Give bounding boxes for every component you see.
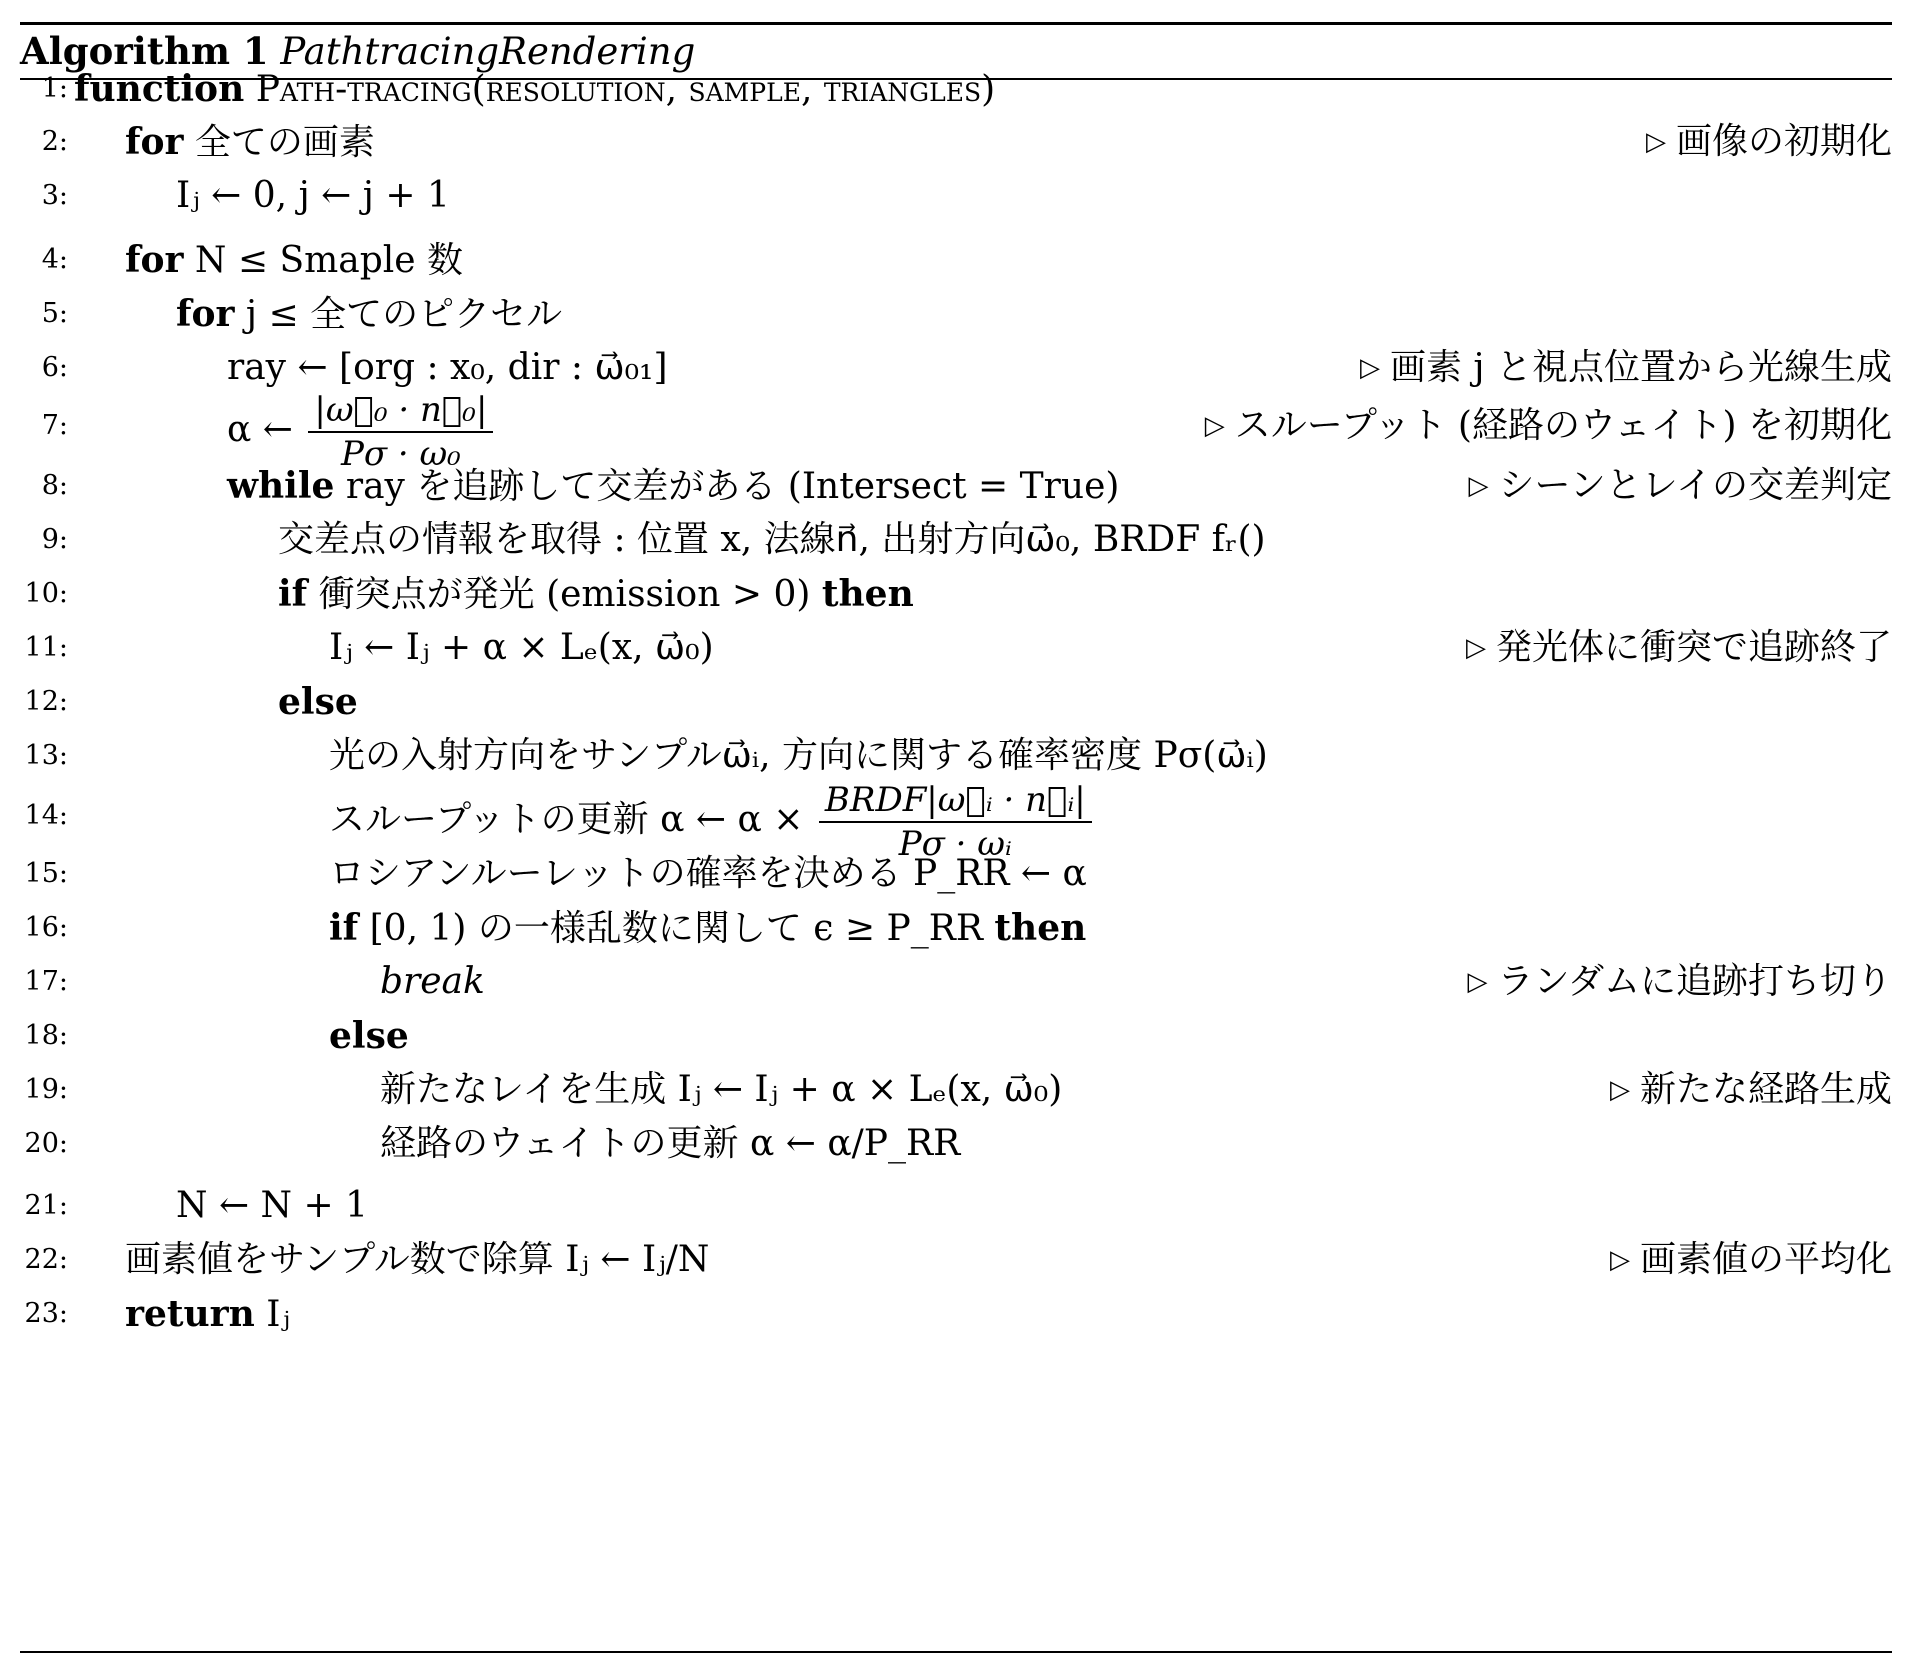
statement-text: [0, 1) の一様乱数に関して ϵ ≥ P_RR bbox=[369, 908, 983, 949]
bottom-rule bbox=[20, 1651, 1892, 1653]
top-rule bbox=[20, 22, 1892, 25]
line-number: 9: bbox=[41, 524, 68, 555]
comment-triangle-icon: ▷ bbox=[1204, 411, 1225, 441]
algorithm-line bbox=[20, 390, 1892, 474]
statement-text: Iⱼ ← Iⱼ + α × Lₑ(x, ω⃗₀) bbox=[329, 627, 714, 668]
line-code bbox=[380, 1111, 960, 1177]
algorithm-line bbox=[20, 1281, 1892, 1347]
statement-text: Iⱼ bbox=[266, 1294, 291, 1335]
statement-text: 光の入射方向をサンプルω⃗ᵢ, 方向に関する確率密度 Pσ(ω⃗ᵢ) bbox=[329, 735, 1268, 776]
algorithm-line bbox=[20, 335, 1892, 401]
line-number: 11: bbox=[24, 632, 68, 663]
statement-text: α ← bbox=[227, 409, 293, 450]
line-number: 21: bbox=[24, 1190, 68, 1221]
statement-text: N ≤ Smaple 数 bbox=[194, 240, 464, 281]
statement-text: N ← N + 1 bbox=[176, 1185, 369, 1226]
comment-triangle-icon: ▷ bbox=[1359, 353, 1380, 383]
keyword: for bbox=[125, 239, 184, 281]
keyword: if bbox=[329, 907, 359, 949]
statement-text: 全ての画素 bbox=[194, 122, 375, 163]
line-number: 18: bbox=[24, 1020, 68, 1051]
line-number: 7: bbox=[41, 410, 68, 441]
algorithm-label: Algorithm 1 bbox=[20, 29, 269, 73]
line-code bbox=[125, 1281, 290, 1348]
line-comment bbox=[1360, 335, 1892, 401]
comment-triangle-icon: ▷ bbox=[1609, 1245, 1630, 1275]
line-number: 2: bbox=[41, 126, 68, 157]
fraction-numerator: BRDF|ω⃗ᵢ · n⃗ᵢ| bbox=[819, 783, 1092, 823]
keyword: then bbox=[821, 573, 914, 615]
keyword: for bbox=[125, 121, 184, 163]
line-number: 15: bbox=[24, 858, 68, 889]
line-code bbox=[329, 723, 1268, 789]
statement-text: Path-tracing(resolution, sample, triangles) bbox=[255, 69, 996, 110]
keyword: if bbox=[278, 573, 308, 615]
comment-text: 画像の初期化 bbox=[1675, 121, 1892, 162]
line-number: 16: bbox=[24, 912, 68, 943]
line-number: 14: bbox=[24, 800, 68, 831]
line-number: 4: bbox=[41, 244, 68, 275]
algorithm-name: PathtracingRendering bbox=[280, 30, 696, 73]
line-code bbox=[176, 163, 450, 229]
line-number: 17: bbox=[24, 966, 68, 997]
statement-text: ロシアンルーレットの確率を決める P_RR ← α bbox=[329, 853, 1087, 894]
statement-text: 新たなレイを生成 Iⱼ ← Iⱼ + α × Lₑ(x, ω⃗₀) bbox=[380, 1069, 1063, 1110]
statement-text: 交差点の情報を取得 : 位置 x, 法線n⃗, 出射方向ω⃗₀, BRDF fᵣ() bbox=[278, 519, 1266, 560]
algorithm-line bbox=[20, 1111, 1892, 1177]
line-number: 5: bbox=[41, 298, 68, 329]
line-comment bbox=[1205, 393, 1892, 459]
fraction-denominator: Pσ · ω₀ bbox=[340, 434, 461, 474]
comment-text: ランダムに追跡打ち切り bbox=[1497, 961, 1892, 1002]
comment-triangle-icon: ▷ bbox=[1467, 967, 1488, 997]
line-number: 8: bbox=[41, 470, 68, 501]
fraction-denominator: Pσ · ωᵢ bbox=[898, 824, 1012, 864]
fraction-numerator: |ω⃗₀ · n⃗₀| bbox=[308, 393, 493, 433]
comment-triangle-icon: ▷ bbox=[1609, 1075, 1630, 1105]
algorithm-block bbox=[20, 22, 1892, 1652]
keyword: return bbox=[125, 1293, 255, 1335]
line-number: 1: bbox=[41, 73, 68, 104]
comment-text: シーンとレイの交差判定 bbox=[1498, 465, 1892, 506]
keyword: else bbox=[278, 681, 358, 723]
line-number: 12: bbox=[24, 686, 68, 717]
statement-text: break bbox=[380, 961, 485, 1002]
statement-text: 画素値をサンプル数で除算 Iⱼ ← Iⱼ/N bbox=[125, 1239, 710, 1280]
comment-text: 新たな経路生成 bbox=[1639, 1069, 1892, 1110]
comment-triangle-icon: ▷ bbox=[1468, 471, 1489, 501]
statement-text: 衝突点が発光 (emission > 0) bbox=[318, 574, 811, 615]
line-number: 23: bbox=[24, 1298, 68, 1329]
statement-text: 経路のウェイトの更新 α ← α/P_RR bbox=[380, 1123, 961, 1164]
line-number: 22: bbox=[24, 1244, 68, 1275]
statement-text: スループットの更新 α ← α × bbox=[329, 799, 804, 840]
line-number: 3: bbox=[41, 180, 68, 211]
statement-text: ray を追跡して交差がある (Intersect = True) bbox=[345, 466, 1120, 507]
line-number: 20: bbox=[24, 1128, 68, 1159]
algorithm-line bbox=[20, 163, 1892, 229]
keyword: for bbox=[176, 293, 235, 335]
keyword: then bbox=[994, 907, 1087, 949]
algorithm-line bbox=[20, 780, 1892, 864]
statement-text: ray ← [org : x₀, dir : ω⃗₀₁] bbox=[227, 347, 668, 388]
line-number: 6: bbox=[41, 352, 68, 383]
comment-text: 発光体に衝突で追跡終了 bbox=[1495, 627, 1892, 668]
statement-text: j ≤ 全てのピクセル bbox=[245, 294, 563, 335]
comment-triangle-icon: ▷ bbox=[1645, 127, 1666, 157]
keyword: function bbox=[74, 68, 245, 110]
comment-triangle-icon: ▷ bbox=[1465, 633, 1486, 663]
keyword: while bbox=[227, 465, 335, 507]
keyword: else bbox=[329, 1015, 409, 1057]
line-number: 19: bbox=[24, 1074, 68, 1105]
comment-text: 画素 j と視点位置から光線生成 bbox=[1389, 347, 1892, 388]
comment-text: スループット (経路のウェイト) を初期化 bbox=[1234, 405, 1892, 446]
comment-text: 画素値の平均化 bbox=[1639, 1239, 1892, 1280]
statement-text: Iⱼ ← 0, j ← j + 1 bbox=[176, 175, 450, 216]
line-number: 13: bbox=[24, 740, 68, 771]
line-number: 10: bbox=[24, 578, 68, 609]
